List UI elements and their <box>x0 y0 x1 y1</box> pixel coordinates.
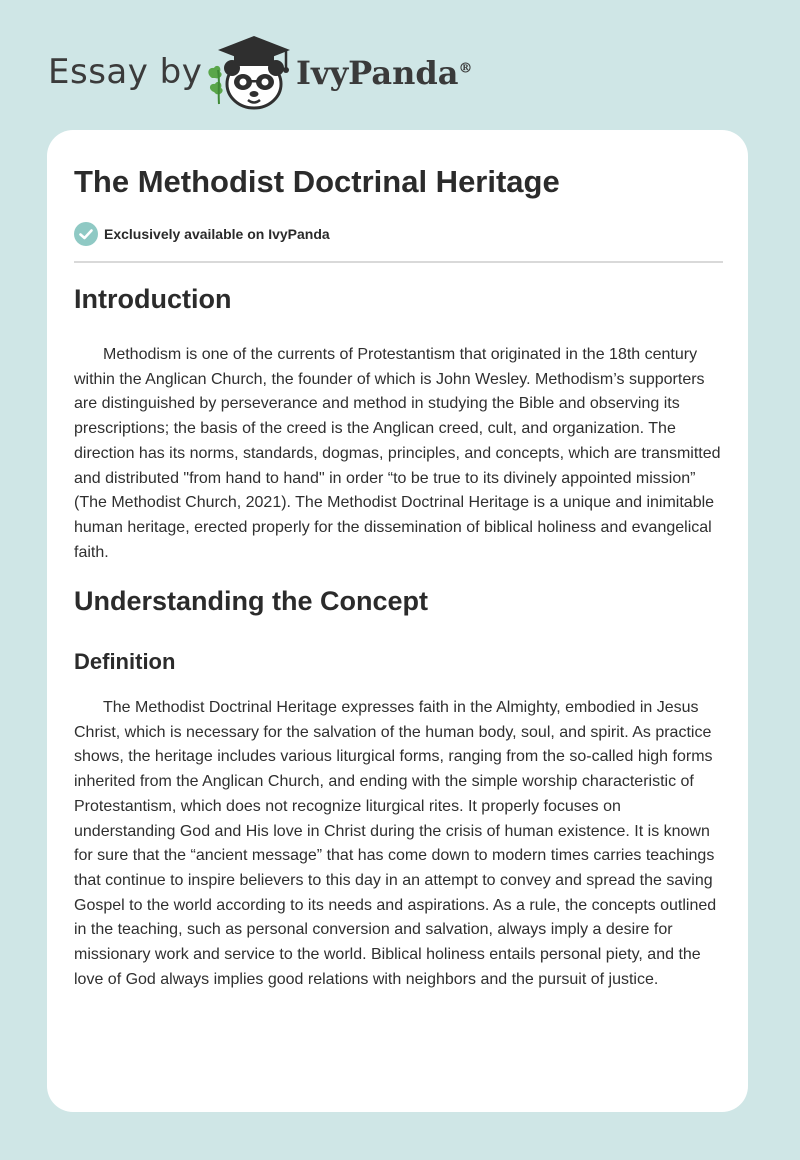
essay-card <box>47 130 748 1112</box>
badge-text: Exclusively available on IvyPanda <box>104 226 330 242</box>
registered-mark: ® <box>458 60 473 77</box>
section-heading-introduction: Introduction <box>74 284 232 314</box>
exclusive-badge <box>74 221 330 247</box>
section-heading-understanding: Understanding the Concept <box>74 586 429 616</box>
subsection-heading-definition: Definition <box>74 649 176 674</box>
definition-paragraph: The Methodist Doctrinal Heritage expresses faith in the Almighty, embodied in Jesus Christ, which is necessary for the salvation of the human body, soul, and spirit. As practice shows, the heritage includes various liturgical forms, ranging from the so-called high forms inherited from the Anglican Church, and ending with the simple worship characteristic of Protestantism, which does not recognize liturgical rites. It properly focuses on understanding God and His love in Christ during the crisis of human existence. It is known for sure that the “ancient message” that has come down to modern times carries teachings that continue to inspire believers to this day in an attempt to convey and spread the saving Gospel to the world according to its needs and aspirations. As a rule, the concepts outlined in the teaching, such as personal conversion and salvation, always imply a desire for missionary work and service to the world. Biblical holiness entails personal piety, and the love of God always implies good relations with neighbors and the pursuit of justice. <box>74 699 717 988</box>
panda-graduation-cap-icon <box>204 34 294 110</box>
brand-name: IvyPanda® <box>296 54 473 92</box>
divider <box>74 261 723 263</box>
introduction-paragraph: Methodism is one of the currents of Protestantism that originated in the 18th century within the Anglican Church, the founder of which is John Wesley. Methodism’s supporters are distinguished by perseverance and method in studying the Bible and observing its prescriptions; the basis of the creed is the Anglican creed, cult, and organization. The direction has its norms, standards, dogmas, principles, and concepts, which are transmitted and distributed "from hand to hand" in order “to be true to its divinely appointed mission” (The Methodist Church, 2021). The Methodist Doctrinal Heritage is a unique and inimitable human heritage, erected properly for the dissemination of biblical holiness and evangelical faith. <box>74 346 721 561</box>
check-circle-icon <box>74 222 98 246</box>
page-title: The Methodist Doctrinal Heritage <box>74 164 560 199</box>
brand-header <box>48 34 488 114</box>
brand-prefix: Essay by <box>48 52 203 92</box>
